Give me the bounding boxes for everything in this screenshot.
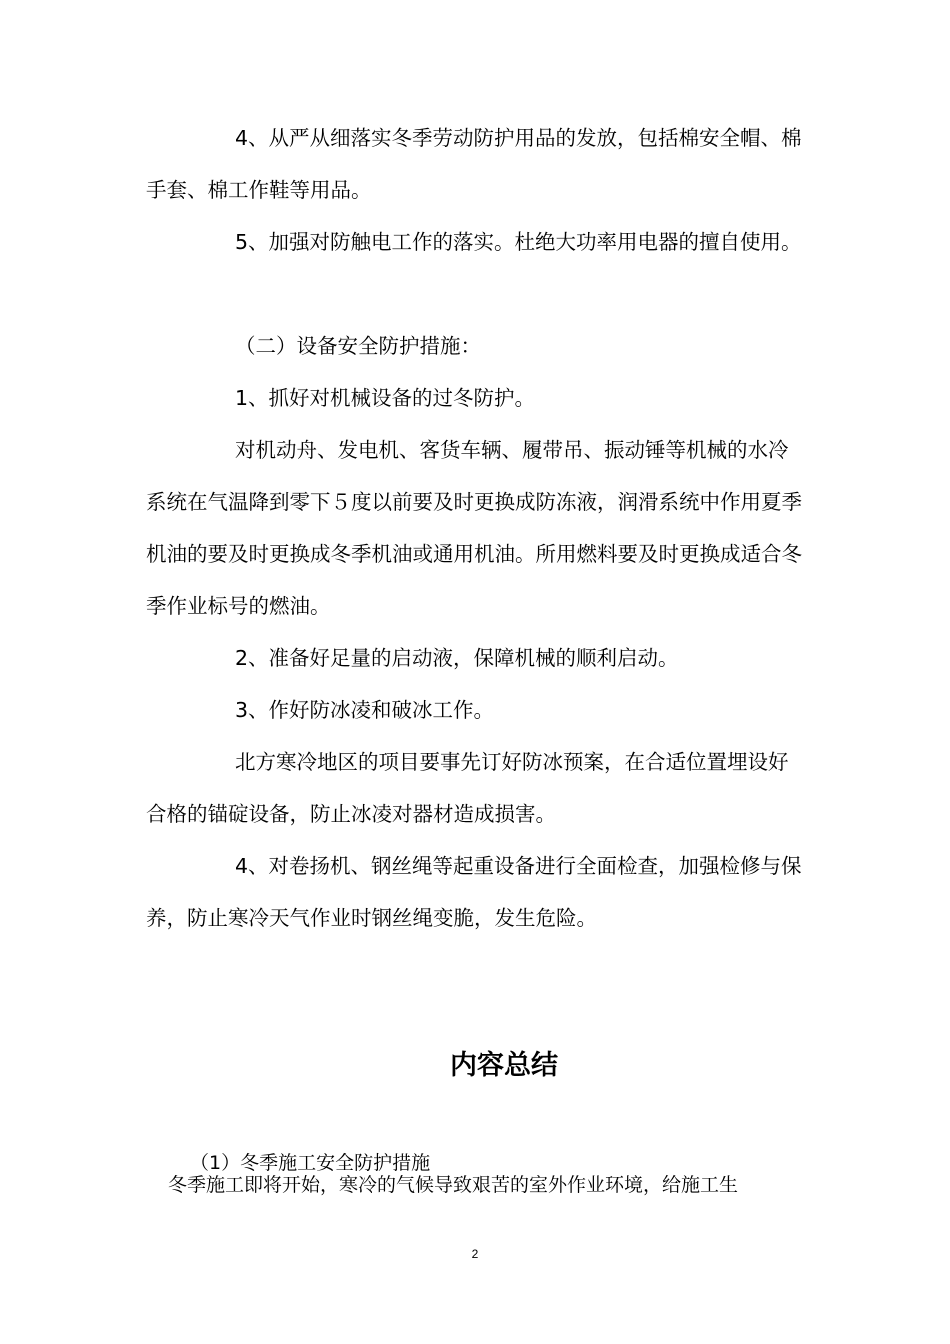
paragraph-starting-fluid: 2、准备好足量的启动液，保障机械的顺利启动。 [235, 646, 679, 670]
paragraph-electric-safety: 5、加强对防触电工作的落实。杜绝大功率用电器的擅自使用。 [235, 230, 802, 254]
page-number: 2 [471, 1247, 479, 1261]
paragraph-antifreeze: 对机动舟、发电机、客货车辆、履带吊、振动锤等机械的水冷系统在气温降到零下５度以前要及时更换成防冻液，润滑系统中作用夏季机油的要及时更换成冬季机油或通用机油。所用燃料要及时更换成适合冬季作业标号的燃油。 [146, 438, 802, 618]
summary-text: 冬季施工即将开始，寒冷的气候导致艰苦的室外作业环境，给施工生 [168, 1174, 739, 1196]
summary-title: 内容总结 [450, 1050, 558, 1081]
paragraph-winter-machinery: 1、抓好对机械设备的过冬防护。 [235, 386, 536, 410]
paragraph-lifting-equipment: 4、对卷扬机、钢丝绳等起重设备进行全面检查，加强检修与保养，防止寒冷天气作业时钢丝绳变脆，发生危险。 [146, 854, 802, 930]
paragraph-protective-equipment: 4、从严从细落实冬季劳动防护用品的发放，包括棉安全帽、棉手套、棉工作鞋等用品。 [146, 126, 802, 202]
summary-heading: （1）冬季施工安全防护措施 [190, 1152, 431, 1174]
paragraph-ice-work: 3、作好防冰凌和破冰工作。 [235, 698, 495, 722]
section-heading-equipment-safety: （二）设备安全防护措施： [235, 334, 481, 358]
paragraph-ice-plan: 北方寒冷地区的项目要事先订好防冰预案，在合适位置埋设好合格的锚碇设备，防止冰凌对器材造成损害。 [146, 750, 789, 826]
